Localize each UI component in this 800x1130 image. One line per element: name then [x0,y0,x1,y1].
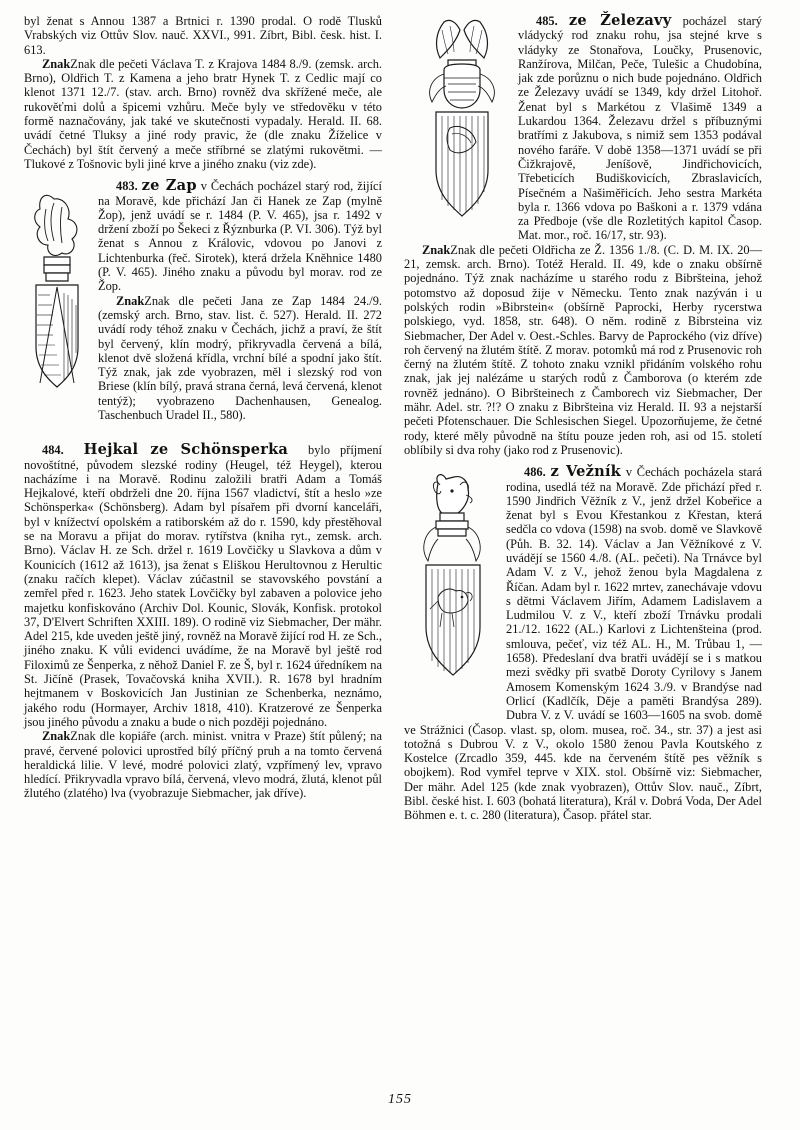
entry-484-text-2: Znak dle kopiáře (arch. minist. vnitra v Praze) štít půlený; na pravé, červené polovici uprostřed bílý příčný pruh a na tomto červená heraldická lilie. V levé, modré polovici zlatý, vzpřímený lev, vpravo hledící. Přikryvadla vpravo bílá, červená, vlevo modrá, žlutá, klenot půl žlutého (zlatého) lva (vyobrazuje Siebmacher, jak dříve). [24,729,382,801]
keyword-znak-485: Znak [422,242,451,257]
shield-drawing-483 [24,183,90,433]
left-column [24,14,382,1074]
continued-paragraph-2 [24,57,382,171]
entry-486-number: 486. [524,465,546,480]
figure-486-shield-with-horse-head-crest [408,469,498,721]
entry-485-text-2: Znak dle pečeti Oldřicha ze Ž. 1356 1./8. (C. D. M. IX. 20—21, zemsk. arch. Brno). Totéž Herald. II. 49, kde o znaku obšírně pojednáno. Týž znak nacházíme u starého rodu z Bibršteina, jehož potomstvo až doposud žije v Německu. Tento znak nazýván i u polských rodin »Bibrstein« (obšírně Paprocki, Herby rycerstwa polskiego, vyd. 1858, str. 648). O něm. rodině z Bibrsteina viz Siebmacher, Der Adel v. Oest.-Schles. Barvy de Paprockého (viz dříve) roh červený na žlutém štítě. Z morav. potomků má rod z Prusenovic roh černý na žlutém štítě. Z tohoto znaku vznikl přidáním volského rohu znak, jak jej nalézáme u starých rodů z Čamborova (o kterém zde rovněž jednáno). O Bibršteinech z Čamborech viz Siebmacher, Der mähr. Adel. str. ?!? O znaku z Bibršteina viz Herald. II. 93 a nejstarší pečeti Pfotenschauer. Die Schlesischen Siegel. Upozorňujeme, že četné rody, které měly původně na štítu pouze jeden roh, asi od 15. století oblíbily si dva rohy (jako rod z Prusenovic). [404,242,762,457]
entry-486-text-1: v Čechách pocházela stará rodina, usedlá též na Moravě. Zde přichází před r. 1590 Jindřich Věžník z V., jenž držel Kobeřice a ženat byl s Evou Křestankou z Křestan, která sedčla co vdova (1598) na svob. domě ve Slavkově (Půh. B. 32. 14). Václav a Jan Věžníkové z V. uvádějí se 1560 4./8. (AL. pečeti). Na Trnávce byl Adam V. z V., jehož ženou byla Magdalena z Říčan. Adam byl r. 1622 mrtev, zanechávaje vdovu s dětmi Václavem Jiřím, Adamem Ladislavem a Ludmilou V. z V., kteří zboží Trnávku prodali 21./12. 1622 (AL.) Karlovi z Lichtenšteina (prod. smlouva, pečeť, viz též AL. H., M. Trůbau 1, — 1658). Předeslaní dva bratři uvádějí se i s matkou mezi svědky při svatbě Doroty Cyrilovy s Janem Amosem Komenským 1624 3./9. v Brandýse nad Orlicí (Kadlčík, Děje a paměti Brandýsa 289). Dubra V. z V. uvádí se 1603—1605 na svob. domě ve Strážnici (Časop. vlast. sp, olom. musea, roč. 34., str. 37) a jest asi totožná s Dubrou V. z V., okolo 1580 ženou Pavla Koutského z Kostelce (Zrcadlo 359, 445. kde na červeném štítě pes věžník s obojkem). Rod vymřel teprve v XIX. stol. Obšírně viz: Siebmacher, Der mähr. Adel 125 (kde znak vyobrazen), Ottův Slov. nauč., Zíbrt, Bibl. české hist. I. 603 (bohatá literatura), Král v. Dobrá Voda, Der Adel Böhmen e. t. c. 280 (literatura), Časop. přátel star. [404,465,762,823]
right-column [404,14,762,1074]
continued-paragraph-2-text: Znak dle pečeti Václava T. z Krajova 1484 8./9. (zemsk. arch. Brno), Oldřich T. z Kamena a jeho bratr Hynek T. z Cedlic mají co klenot 1371 12./7. (stav. arch. Brno) rovněž dva skřížené meče, ale rukověťmi dolů a špicemi vzhůru. Meče byly ve středověku v této formě naznačovány, jak také ve skutečnosti vypadaly. Herald. II. 68. uvádí četné Tluksy a jiné rody pravic, že (dle znaku Žíželice v Čechách) byl štít červený a meče stříbrné se zlatými rukovětmi. — Tlukové z Tošnovic byli jiné krve a jiného znaku (viz zde). [24,56,382,171]
entry-485-paragraph-2 [404,243,762,457]
entry-484-text-1: bylo příjmení novoštítné, původem slezské rodiny (Heugel, též Heygel), kterou nacházíme i na Moravě. Rodinu založili bratři Adam a Tomáš Hejkalové, kteří obdrželi dne 20. října 1567 vladictví, štít a heslo »ze Schönsperka« (Schönsberg). Adam byl písařem při dvorní kanceláři, byl v knížectví opolském a ratiborském až do r. 1590, kdy přestěhoval se na Moravu a přijat do morav. rytířstva (kniha ryt., zemsk. arch. Brno). Václav H. ze Sch. držel r. 1619 Lovčičky u Slavkova a dům v Kounicích (1612 až 1613), jsa ženat s Eliškou Herultovnou z Herultic (znaku račích klepet). Václav zúčastnil se stavovského povstání a zemřel před r. 1623. Jeho statek Lovčičky byl zabaven a polovice jeho majetku konfiskováno (Archiv Dol. Kounic, Slovák, Konfisk. protokol 37, D'Elvert Schriften XXIII. 189). O rodině viz Siebmacher, Der mähr. Adel 215, kde uveden ještě jiný, rovněž na Moravě žijící rod H. ze Sch., jiného znaku. K vůli evidenci uvádíme, že na Moravě byl ještě rod Filoximů ze Šenperka, z něhož Daniel F. ze Š, byl r. 1624 úředníkem na St. Jičíně (Prasek, Tovačovská kniha XVII.). R. 1678 byl hradním hejtmanem v Boskovicích Jan Justinian ze Schenberka, neznámo, jakého rodu (Hormayer, Archiv 1818, 410). Kratzerové ze Šenperka jsou jiného původu a znaku a bude o nich později pojednáno. [24,443,383,729]
entry-484-number: 484. [42,443,64,458]
continued-paragraph-1: byl ženat s Annou 1387 a Brtnici r. 1390 prodal. O rodě Tlusků Vrabských viz Ottův Slov. nauč. XXVI., 991. Zíbrt, Bibl. česk. hist. I. 613. [24,14,382,57]
entry-483-number: 483. [116,179,138,194]
entry-484 [24,443,382,800]
keyword-znak-484: Znak [42,729,71,744]
page-number: 155 [388,1092,412,1107]
figure-483-shield-with-wing-crest [24,183,90,433]
two-column-layout [0,14,800,1074]
entry-483-name: ze Zap [141,177,197,195]
shield-drawing-485 [414,16,510,238]
figure-485-shield-with-helmet-and-plume [414,16,510,238]
entry-483 [24,179,382,435]
entry-483-text-1: v Čechách pocházel starý rod, žijící na Moravě, kde přichází Jan či Hanek ze Zap (mylně Žop), jenž uvádí se r. 1484 (P. V. 465), jsa r. 1492 v držení zboží po Šekeci z Řýznburka (P. VI. 306). Týž byl ženat s Annou z Královic, vdovou po Janovi z Lichtenburka (řeč. Sirotek), která držela Kněhnice 1480 (P. V. 465). Jiného znaku a původu byl morav. rod ze Žop. [98,179,382,294]
entry-484-paragraph-1 [24,443,382,729]
entry-485-number: 485. [536,14,558,28]
entry-483-text-2: Znak dle pečeti Jana ze Zap 1484 24./9. (zemský arch. Brno, stav. list. č. 527). Herald. II. 272 uvádí rody téhož znaku v Čechách, jichž a praví, že štít byl červený, klín modrý, přikryvadla červená a bílá, klenot dvě složená křídla, vrchní bílé a spodní jako štít. Týž znak, jak zde vyobrazen, měl i slezský rod von Briese (klín bílý, pravá strana černá, levá červená, klenot tentýž); vyobrazeno Dachenhausen, Genealog. Taschenbuch Uradel II., 580). [98,293,382,423]
keyword-znak: Znak [42,56,71,71]
entry-485 [404,14,762,457]
entry-486 [404,465,762,822]
entry-486-name: z Vežník [550,463,621,481]
entry-484-paragraph-2 [24,729,382,800]
entry-484-name: Hejkal ze Schönsperka [83,441,289,459]
shield-drawing-486 [408,469,498,721]
keyword-znak-483: Znak [116,293,145,308]
entry-485-text-1: pocházel starý vládycký rod znaku rohu, jsa stejné krve s vládyky ze Stonařova, Loučky, Prusenovic, Ranžírova, Milčan, Peče, Tulešic a Chudobína, jak zde porůznu o nich bude pojednáno. Oldřich ze Železavy uvádí se 1349, kdy držel Litohoř. Ženat byl s Markétou z Vlašimě 1349 a Lukardou 1364. Železavu držel s příbuznými bratřími z Jakubova, s nimiž sem 1353 podával nového faráře. V době 1358—1371 uvádí se při Čižkrajově, Jeníšově, Jindřichovicích, Třebeticích Budiškovicích, Zbraslavicích, Písečném a Našiměřicích. Jeho sestra Markéta byla r. 1366 vdova po Baškoni a r. 1379 vdána za Předboje (vše dle Rozletitých kapitol Časop. Mat. mor., roč. 16/17, str. 93). [518,14,762,243]
entry-485-name: ze Železavy [568,12,672,29]
